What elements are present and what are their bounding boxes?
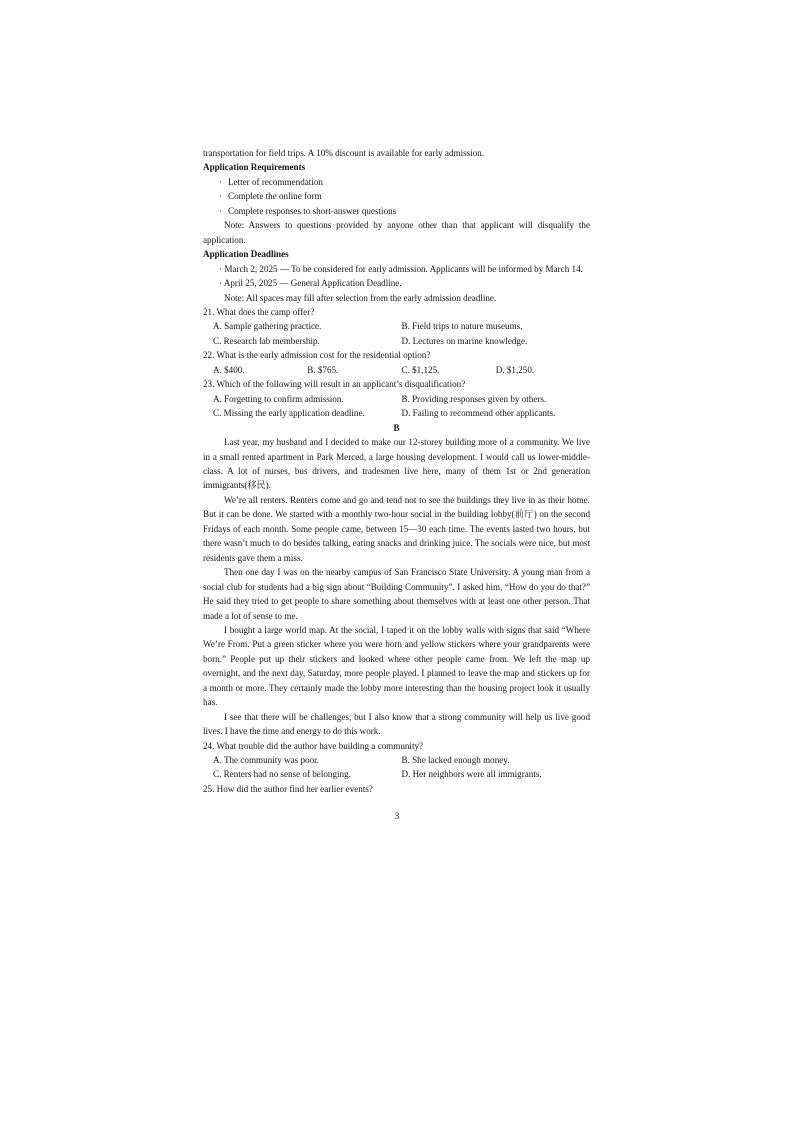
option-c: C. $1,125. [401,364,440,375]
option-b: B. $765. [307,364,339,375]
question-options [203,767,590,781]
list-item: · Complete responses to short-answer questions [203,204,590,218]
list-item: · Letter of recommendation [203,175,590,189]
option-a: A. Forgetting to confirm admission. [213,393,344,404]
passage-paragraph: Then one day I was on the nearby campus of San Francisco State University. A young man from a social club for students had a big sign about “Building Community”. I asked him, “How do you do that?” He said they tried to get people to share something about themselves with at least one other person. That made a lot of sense to me. [203,567,590,621]
section-label: B [393,422,400,433]
bullet-icon: · [219,263,223,274]
option-c: C. Renters had no sense of belonging. [213,769,351,780]
question-options [203,334,590,348]
list-item: · March 2, 2025 — To be considered for early admission. Applicants will be informed by March 14. [219,263,583,274]
option-c: C. Research lab membership. [213,335,320,346]
list-item: · Complete the online form [203,189,590,203]
option-c: C. Missing the early application deadline. [213,408,365,419]
question-stem: 21. What does the camp offer? [203,306,315,317]
question-options [203,406,590,420]
list-item: · April 25, 2025 — General Application Deadline. [219,278,402,289]
option-d: D. $1,250. [495,364,535,375]
option-d: D. Her neighbors were all immigrants. [401,769,542,780]
option-a: A. Sample gathering practice. [213,321,322,332]
passage-paragraph: I see that there will be challenges, but I also know that a strong community will help us live good lives. I have the time and energy to do this work. [203,711,590,737]
question-options [203,319,590,333]
requirements-heading: Application Requirements [203,162,306,173]
question-stem: 23. Which of the following will result in an applicant’s disqualification? [203,379,466,390]
bullet-icon: · [219,191,223,202]
question-stem: 24. What trouble did the author have building a community? [203,740,424,751]
passage-paragraph: Last year, my husband and I decided to make our 12-storey building more of a community. We live in a small rented apartment in Park Merced, a large housing development. I would call us lower-middle-class. A lot of nurses, bus drivers, and tradesmen live here, many of them 1st or 2nd generation immigrants(移民). [203,437,590,491]
bullet-icon: · [219,278,223,289]
option-b: B. Field trips to nature museums. [401,321,523,332]
question-stem: 22. What is the early admission cost for the residential option? [203,350,431,361]
option-a: A. The community was poor. [213,755,319,766]
option-b: B. Providing responses given by others. [401,393,547,404]
option-d: D. Lectures on marine knowledge. [401,335,528,346]
question-options [203,363,590,377]
intro-tail: transportation for field trips. A 10% discount is available for early admission. [203,148,485,158]
bullet-icon: · [219,176,223,187]
page-content [203,146,590,796]
question-options [203,753,590,767]
passage-paragraph: We’re all renters. Renters come and go and tend not to see the buildings they live in as their home. But it can be done. We started with a monthly two-hour social in the building lobby(前厅) on the second Fridays of each month. Some people came, between 15—30 each time. The events lasted two hours, but there wasn’t much to do besides talking, eating snacks and drinking juice. The socials were nice, but most residents gave them a miss. [203,494,590,563]
option-a: A. $400. [213,364,245,375]
question-options [203,392,590,406]
requirements-note: Note: Answers to questions provided by anyone other than that applicant will disqualify the application. [203,220,590,245]
deadlines-heading: Application Deadlines [203,249,289,260]
bullet-icon: · [219,205,223,216]
page-number: 3 [394,811,400,821]
passage-paragraph: I bought a large world map. At the social, I taped it on the lobby walls with signs that said “Where We’re From. Put a green sticker where you were born and yellow stickers where your grandparents were born.” People put up their stickers and looked where other people came from. We left the map up overnight, and the next day, Saturday, more people played. I planned to leave the map and stickers up for a month or more. They certainly made the lobby more interesting than the housing project look it usually has. [203,624,590,708]
option-b: B. She lacked enough money. [401,755,510,766]
option-d: D. Failing to recommend other applicants. [401,408,556,419]
deadlines-note: Note: All spaces may fill after selection from the early admission deadline. [224,292,497,303]
question-stem: 25. How did the author find her earlier events? [203,783,373,794]
